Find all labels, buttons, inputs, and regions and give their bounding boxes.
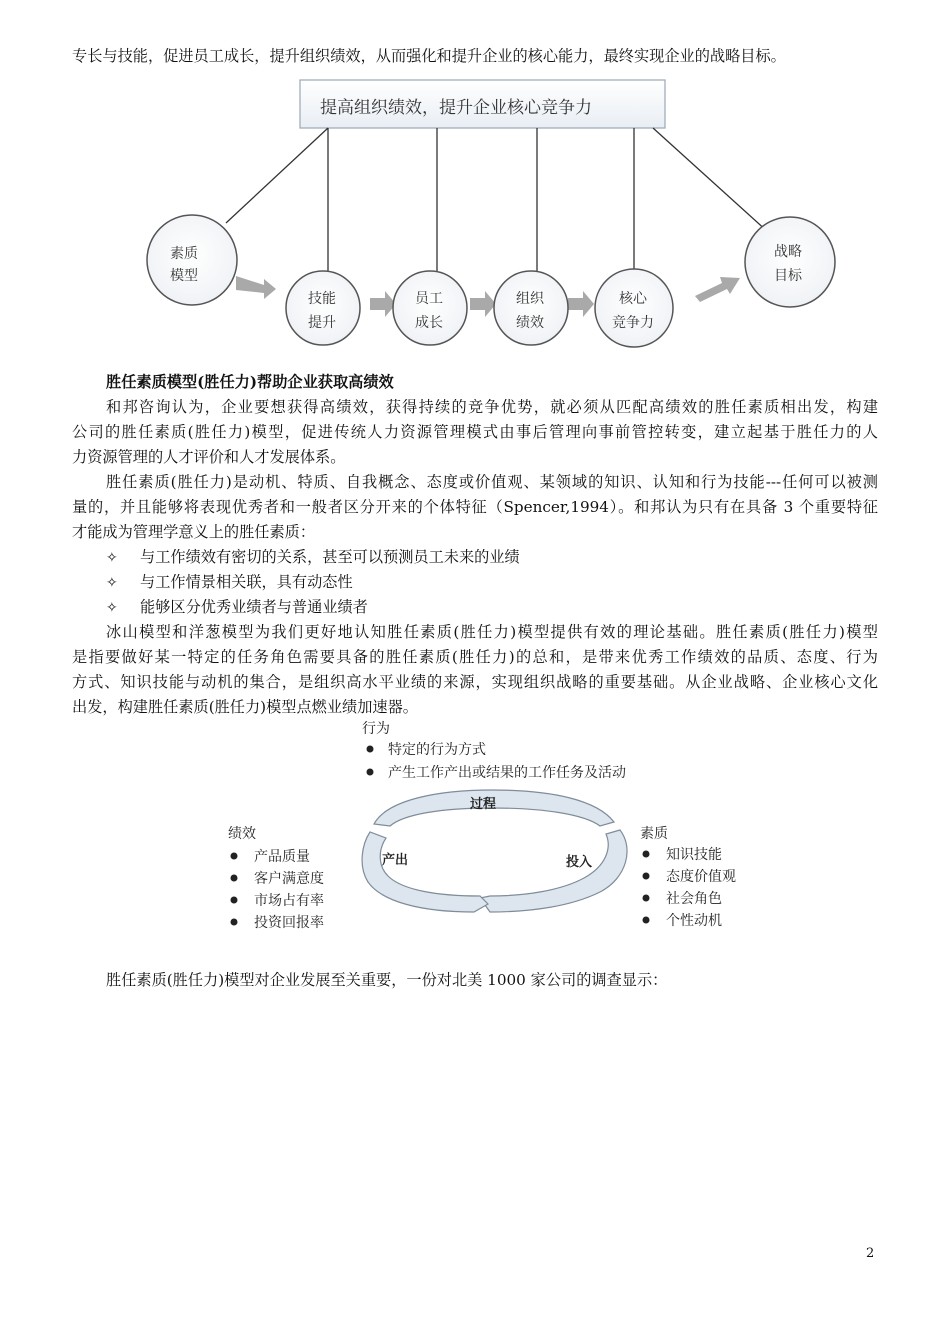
quality-item: 个性动机 [666, 913, 722, 929]
node-skill-improve [286, 271, 360, 345]
bullet-dot-icon [231, 875, 238, 882]
bullet-text: 与工作绩效有密切的关系，甚至可以预测员工未来的业绩 [140, 548, 520, 566]
cycle-output-label: 产出 [382, 853, 409, 868]
page-number: 2 [866, 1246, 875, 1261]
behavior-item: 产生工作产出或结果的工作任务及活动 [388, 765, 626, 781]
quality-item: 态度价值观 [666, 869, 736, 885]
bullet-dot-icon [643, 851, 650, 858]
bullet-dot-icon [643, 895, 650, 902]
performance-item: 客户满意度 [254, 871, 324, 887]
cycle-process-label: 过程 [470, 797, 497, 812]
bullet-dot-icon [367, 769, 374, 776]
bullet-dot-icon [643, 873, 650, 880]
performance-title: 绩效 [228, 826, 256, 842]
section-heading: 胜任素质模型(胜任力)帮助企业获取高绩效 [106, 373, 394, 391]
intro-line: 专长与技能，促进员工成长，提升组织绩效，从而强化和提升企业的核心能力，最终实现企业的战略目标。 [72, 47, 786, 65]
quality-item: 知识技能 [666, 847, 722, 863]
node-org-line2: 绩效 [516, 315, 544, 331]
node-skill-line2: 提升 [308, 315, 336, 331]
paragraph-3-line-4: 出发，构建胜任素质(胜任力)模型点燃业绩加速器。 [72, 698, 418, 716]
process-cycle-diagram [222, 718, 762, 936]
node-competency-model-line2: 模型 [170, 268, 198, 284]
paragraph-4: 胜任素质(胜任力)模型对企业发展至关重要，一份对北美 1000 家公司的调查显示： [106, 971, 668, 989]
paragraph-2-line-3: 才能成为管理学意义上的胜任素质： [72, 523, 315, 541]
bullet-marker-icon: ✧ [106, 575, 118, 591]
node-staff-line1: 员工 [415, 291, 443, 307]
paragraph-1-line-1: 和邦咨询认为，企业要想获得高绩效，获得持续的竞争优势，就必须从匹配高绩效的胜任素质相出发，构建 [106, 398, 878, 416]
node-staff-line2: 成长 [415, 315, 443, 331]
bullet-item [106, 545, 520, 570]
performance-item: 产品质量 [254, 849, 310, 865]
quality-item: 社会角色 [666, 891, 722, 907]
node-competency-model-line1: 素质 [170, 246, 198, 262]
node-core-line1: 核心 [619, 291, 647, 307]
node-core-competitiveness [595, 269, 673, 347]
paragraph-2-line-2: 量的，并且能够将表现优秀者和一般者区分开来的个体特征（Spencer,1994）。和邦认为只有在具备 3 个重要特征 [72, 498, 878, 516]
node-org-performance [494, 271, 568, 345]
node-strategic-line1: 战略 [774, 244, 802, 260]
node-skill-line1: 技能 [308, 291, 336, 307]
bullet-dot-icon [231, 897, 238, 904]
node-strategic-goal [745, 217, 835, 307]
performance-item: 投资回报率 [254, 915, 324, 931]
node-core-line2: 竞争力 [612, 315, 654, 331]
bullet-item [106, 570, 353, 595]
goal-box-label: 提高组织绩效，提升企业核心竞争力 [320, 98, 592, 118]
cycle-input-label: 投入 [566, 855, 593, 870]
bullet-text: 能够区分优秀业绩者与普通业绩者 [140, 598, 368, 616]
bullet-dot-icon [231, 853, 238, 860]
bullet-marker-icon: ✧ [106, 600, 118, 616]
bullet-text: 与工作情景相关联，具有动态性 [140, 573, 353, 591]
bullet-dot-icon [231, 919, 238, 926]
bullet-dot-icon [367, 746, 374, 753]
quality-title: 素质 [640, 826, 668, 842]
competency-chain-diagram [140, 76, 840, 366]
paragraph-3-line-1: 冰山模型和洋葱模型为我们更好地认知胜任素质(胜任力)模型提供有效的理论基础。胜任素质(胜任力)模型 [106, 623, 878, 641]
bullet-marker-icon: ✧ [106, 550, 118, 566]
connector-lines [226, 128, 768, 274]
node-org-line1: 组织 [516, 291, 544, 307]
paragraph-3-line-3: 方式、知识技能与动机的集合，是组织高水平业绩的来源，实现组织战略的重要基础。从企业战略、企业核心文化 [72, 673, 878, 691]
node-strategic-line2: 目标 [774, 268, 802, 284]
performance-item: 市场占有率 [254, 893, 324, 909]
paragraph-3-line-2: 是指要做好某一特定的任务角色需要具备的胜任素质(胜任力)的总和，是带来优秀工作绩效的品质、态度、行为 [72, 648, 878, 666]
paragraph-1-line-3: 力资源管理的人才评价和人才发展体系。 [72, 448, 346, 466]
bullet-item [106, 595, 368, 620]
bullet-dot-icon [643, 917, 650, 924]
behavior-title: 行为 [362, 721, 390, 737]
node-staff-growth [393, 271, 467, 345]
paragraph-1-line-2: 公司的胜任素质(胜任力)模型，促进传统人力资源管理模式由事后管理向事前管控转变，建立起基于胜任力的人 [72, 423, 878, 441]
behavior-item: 特定的行为方式 [388, 742, 486, 758]
paragraph-2-line-1: 胜任素质(胜任力)是动机、特质、自我概念、态度或价值观、某领域的知识、认知和行为技能---任何可以被测 [106, 473, 878, 491]
